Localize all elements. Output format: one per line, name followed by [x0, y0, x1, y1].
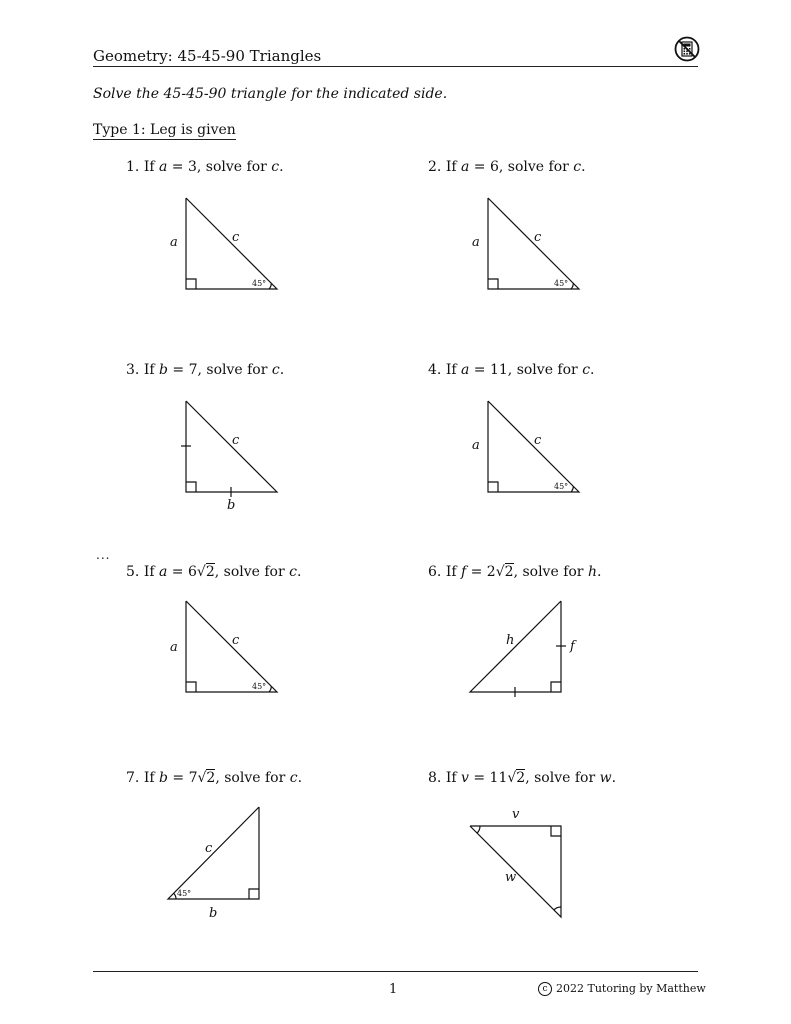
triangle-figure-7 [160, 800, 290, 925]
ellipsis: ... [96, 548, 111, 562]
calculator-crossed-icon [674, 36, 700, 62]
hypotenuse-label: c [232, 433, 240, 448]
leg-label: a [170, 640, 178, 655]
instructions: Solve the 45-45-90 triangle for the indicated side. [93, 86, 448, 102]
triangle-figure-3 [160, 393, 290, 518]
triangle-figure-1 [160, 190, 290, 300]
hypotenuse-label: h [506, 633, 515, 648]
section-heading: Type 1: Leg is given [93, 122, 236, 138]
problem-4: 4. If a = 11, solve for c. [428, 362, 595, 378]
angle-label: 45° [554, 482, 569, 491]
hypotenuse-label: c [534, 230, 542, 245]
hypotenuse-label: c [232, 633, 240, 648]
leg-label: a [472, 438, 480, 453]
footer-rule [93, 971, 698, 972]
hypotenuse-label: c [205, 841, 213, 856]
problem-5: 5. If a = 6√2, solve for c. [126, 564, 302, 580]
leg-label: f [570, 639, 575, 654]
copyright-icon: c [538, 982, 552, 996]
page-number: 1 [389, 982, 398, 997]
problem-6: 6. If f = 2√2, solve for h. [428, 564, 602, 580]
page-title: Geometry: 45-45-90 Triangles [93, 47, 322, 65]
angle-label: 45° [252, 682, 267, 691]
hypotenuse-label: c [232, 230, 240, 245]
angle-label: 45° [252, 279, 267, 288]
problem-1: 1. If a = 3, solve for c. [126, 159, 284, 175]
angle-label: 45° [554, 279, 569, 288]
top-side-label: v [512, 807, 520, 822]
base-label: b [209, 906, 218, 921]
problem-7: 7. If b = 7√2, solve for c. [126, 770, 303, 786]
leg-label: a [472, 235, 480, 250]
hypotenuse-label: w [505, 870, 517, 885]
problem-2: 2. If a = 6, solve for c. [428, 159, 586, 175]
triangle-figure-5 [160, 593, 290, 703]
base-label: b [227, 498, 236, 513]
triangle-figure-2 [462, 190, 592, 300]
angle-label: 45° [177, 889, 192, 898]
triangle-figure-8 [460, 800, 590, 925]
copyright: c 2022 Tutoring by Matthew [538, 982, 706, 996]
triangle-figure-6 [460, 593, 590, 703]
hypotenuse-label: c [534, 433, 542, 448]
leg-label: a [170, 235, 178, 250]
triangle-figure-4 [462, 393, 592, 503]
problem-3: 3. If b = 7, solve for c. [126, 362, 285, 378]
header-rule [93, 66, 698, 67]
problem-8: 8. If v = 11√2, solve for w. [428, 770, 617, 786]
